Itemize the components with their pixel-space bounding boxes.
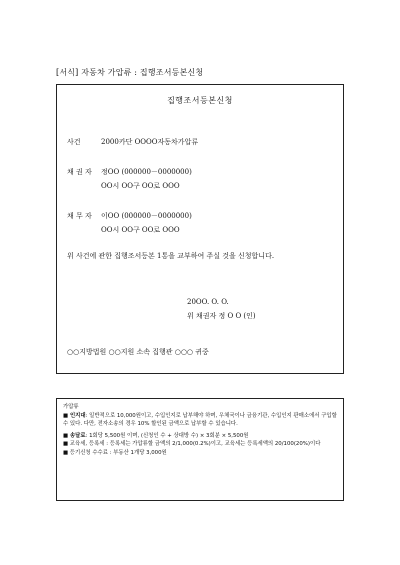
- debtor-name: 이OO (000000－0000000): [101, 212, 192, 220]
- stamp-fee-note: [63, 412, 337, 429]
- case-value: 2000카단 OOOO자동차가압류: [101, 138, 199, 146]
- tax-note: ■ 교육세, 등록세 : 등록세는 가압류할 금액의 2/1,000(0.2%)이고, 교육세는 등록세액의 20/100(20%)이다: [63, 441, 321, 448]
- fee-notes: [56, 398, 344, 501]
- form-header-label: [서식] 자동차 가압류 : 집행조서등본신청: [56, 68, 204, 77]
- addressee: ○○지방법원 ○○지원 소속 집행관 ○○○ 귀중: [67, 348, 209, 356]
- postage-fee-label: ■ 송달료: [63, 432, 86, 439]
- debtor-address: OO시 OO구 OO로 OOO: [101, 226, 180, 234]
- creditor-label: 채 권 자: [67, 168, 92, 176]
- postage-fee-note: [63, 432, 337, 441]
- creditor-address: OO시 OO구 OO로 OOO: [101, 182, 180, 190]
- application-form: [56, 84, 344, 374]
- notes-heading: 가압류: [63, 404, 79, 410]
- debtor-label: 채 무 자: [67, 212, 92, 220]
- stamp-fee-label: ■ 인지대: [63, 412, 86, 419]
- postage-fee-text: : 1회당 5,500원 이며, (신청인 수 + 상대방 수) × 3회분 × 5,500원: [85, 432, 249, 439]
- form-title: 집행조서등본신청: [167, 96, 233, 105]
- filing-date: 20OO. O. O.: [187, 298, 229, 306]
- applicant-signature: 위 채권자 정 O O (인): [187, 312, 256, 320]
- registry-fee-note: ■ 등기신청 수수료 : 부동산 1개당 3,000원: [63, 449, 167, 456]
- creditor-name: 정OO (000000－0000000): [101, 168, 192, 176]
- case-label: 사건: [67, 138, 81, 146]
- request-sentence: 위 사건에 관한 집행조서등본 1통을 교부하여 주실 것을 신청합니다.: [67, 252, 275, 260]
- stamp-fee-text: : 일반적으로 10,000원이고, 수입인지로 납부해야 하며, 우체국이나 금융기관, 수입인지 판매소에서 구입할 수 있다. 다만, 전자소송의 경우 10% 할인된 금액으로 납부할 수 있습니다.: [63, 412, 337, 428]
